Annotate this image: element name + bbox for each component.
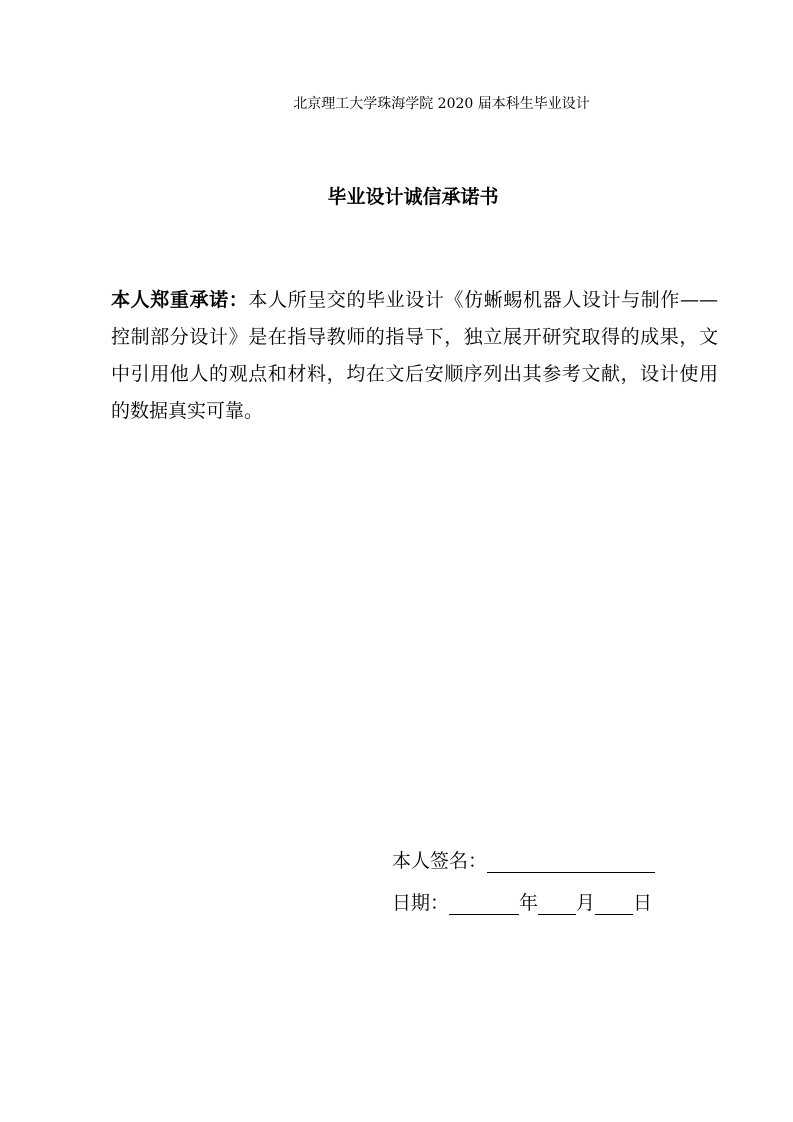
- day-label: 日: [633, 892, 653, 914]
- signature-row: [392, 843, 655, 873]
- declaration-lead: 本人郑重承诺：: [111, 289, 249, 311]
- signature-blank: [487, 850, 655, 873]
- signature-label: 本人签名：: [392, 850, 488, 872]
- signature-block: [392, 843, 655, 915]
- month-label: 月: [576, 892, 596, 914]
- page-header: 北京理工大学珠海学院 2020 届本科生毕业设计: [293, 96, 590, 112]
- year-blank: [449, 892, 519, 915]
- declaration-body: 本人所呈交的毕业设计《仿蜥蜴机器人设计与制作——控制部分设计》是在指导教师的指导下，独立展开研究取得的成果，文中引用他人的观点和材料，均在文后安顺序列出其参考文献，设计使用的数据真实可靠。: [111, 289, 718, 422]
- month-blank: [538, 892, 576, 915]
- day-blank: [595, 892, 633, 915]
- document-title: 毕业设计诚信承诺书: [327, 186, 499, 208]
- year-label: 年: [519, 892, 539, 914]
- date-row: [392, 885, 655, 915]
- date-label: 日期：: [392, 892, 450, 914]
- declaration-paragraph: [111, 282, 718, 430]
